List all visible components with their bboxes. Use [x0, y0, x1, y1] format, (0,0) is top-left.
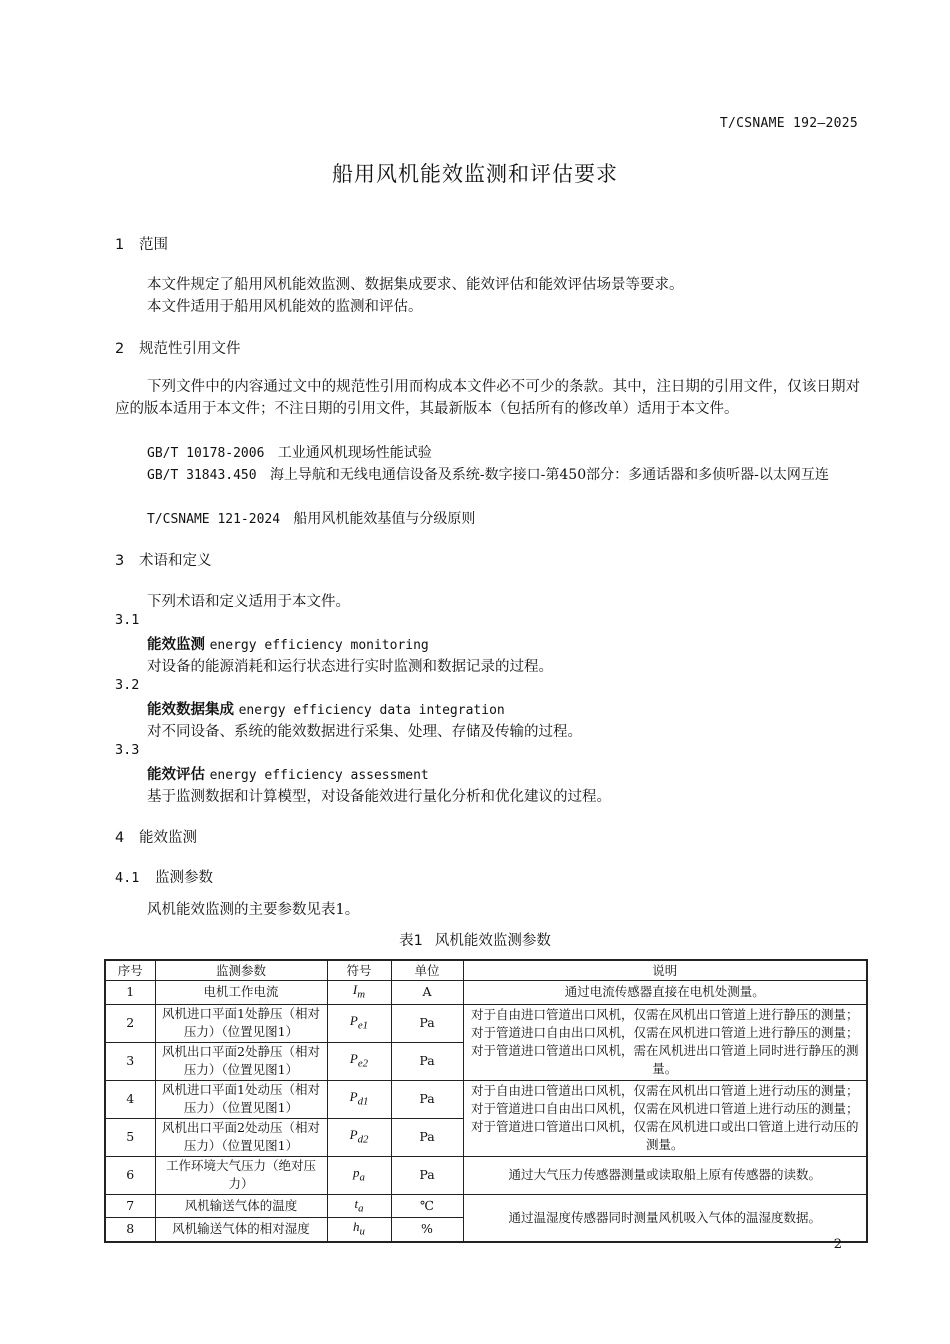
- row-number: 7: [105, 1194, 155, 1218]
- reference-code: GB/T 31843.450: [147, 468, 257, 483]
- term-number: 3.2: [115, 677, 140, 693]
- table-header-row: [105, 960, 867, 981]
- column-header: 符号: [327, 960, 391, 981]
- term-number: 3.3: [115, 742, 140, 758]
- section-title: 范围: [139, 237, 168, 253]
- term-english: energy efficiency monitoring: [209, 638, 429, 653]
- term-english: energy efficiency data integration: [238, 703, 505, 718]
- section-1-heading: [115, 233, 168, 254]
- section-number: 2: [115, 341, 125, 357]
- parameter-symbol: $p_a$: [327, 1156, 391, 1194]
- column-header: 监测参数: [155, 960, 327, 981]
- row-number: 6: [105, 1156, 155, 1194]
- parameter-unit: Pa: [391, 1042, 463, 1080]
- term-chinese: 能效监测: [147, 637, 205, 653]
- parameter-symbol: $I_m$: [327, 981, 391, 1005]
- section-number: 3: [115, 553, 125, 569]
- parameter-symbol: $t_a$: [327, 1194, 391, 1218]
- parameter-name: 风机进口平面1处静压（相对压力）（位置见图1）: [155, 1004, 327, 1042]
- parameter-name: 工作环境大气压力（绝对压力）: [155, 1156, 327, 1194]
- parameter-unit: Pa: [391, 1156, 463, 1194]
- term-definition: 基于监测数据和计算模型，对设备能效进行量化分析和优化建议的过程。: [147, 789, 611, 805]
- terms-intro: 下列术语和定义适用于本文件。: [147, 594, 350, 610]
- subsection-4-1-heading: [115, 866, 213, 887]
- parameter-unit: Pa: [391, 1004, 463, 1042]
- row-number: 2: [105, 1004, 155, 1042]
- normative-references-intro: 下列文件中的内容通过文中的规范性引用而构成本文件必不可少的条款。其中，注日期的引用文件，仅该日期对应的版本适用于本文件；不注日期的引用文件，其最新版本（包括所有的修改单）适用于本文件。: [115, 379, 860, 417]
- term-english: energy efficiency assessment: [209, 768, 429, 783]
- column-header: 说明: [463, 960, 867, 981]
- table-number: 表1: [399, 933, 423, 949]
- subsection-title: 监测参数: [155, 870, 213, 886]
- reference-item: [147, 464, 860, 487]
- section-number: 4: [115, 830, 125, 846]
- table-row: [105, 1080, 867, 1118]
- table-row: [105, 981, 867, 1005]
- row-number: 8: [105, 1218, 155, 1242]
- section-4-heading: [115, 826, 197, 847]
- section-2-heading: [115, 337, 241, 358]
- term-entry: [147, 633, 429, 654]
- section-number: 1: [115, 237, 125, 253]
- term-entry: [147, 763, 429, 784]
- parameter-name: 风机出口平面2处静压（相对压力）（位置见图1）: [155, 1042, 327, 1080]
- term-chinese: 能效评估: [147, 767, 205, 783]
- table-row: [105, 1004, 867, 1042]
- reference-title: 海上导航和无线电通信设备及系统-数字接口-第450部分：多通话器和多侦听器-以太网互连: [269, 467, 829, 483]
- parameter-name: 风机输送气体的相对湿度: [155, 1218, 327, 1242]
- parameter-unit: %: [391, 1218, 463, 1242]
- parameter-name: 风机出口平面2处动压（相对压力）（位置见图1）: [155, 1118, 327, 1156]
- monitoring-parameters-table: [104, 959, 868, 1243]
- parameter-unit: Pa: [391, 1118, 463, 1156]
- reference-code: GB/T 10178-2006: [147, 446, 265, 461]
- parameter-unit: ℃: [391, 1194, 463, 1218]
- section-title: 术语和定义: [139, 553, 212, 569]
- table-title: 风机能效监测参数: [434, 933, 551, 949]
- section-3-heading: [115, 549, 212, 570]
- row-number: 1: [105, 981, 155, 1005]
- standard-number: T/CSNAME 192—2025: [719, 116, 858, 131]
- monitoring-intro: 风机能效监测的主要参数见表1。: [147, 902, 360, 918]
- parameter-description: 通过大气压力传感器测量或读取船上原有传感器的读数。: [463, 1156, 867, 1194]
- column-header: 序号: [105, 960, 155, 981]
- scope-paragraph-1: 本文件规定了船用风机能效监测、数据集成要求、能效评估和能效评估场景等要求。: [147, 277, 684, 293]
- term-definition: 对不同设备、系统的能效数据进行采集、处理、存储及传输的过程。: [147, 724, 582, 740]
- parameter-name: 电机工作电流: [155, 981, 327, 1005]
- parameter-symbol: $P_{e1}$: [327, 1004, 391, 1042]
- parameter-description: 通过温湿度传感器同时测量风机吸入气体的温湿度数据。: [463, 1194, 867, 1242]
- row-number: 5: [105, 1118, 155, 1156]
- reference-code: T/CSNAME 121-2024: [147, 512, 281, 527]
- reference-title: 工业通风机现场性能试验: [277, 445, 432, 461]
- section-title: 规范性引用文件: [139, 341, 241, 357]
- parameter-name: 风机进口平面1处动压（相对压力）（位置见图1）: [155, 1080, 327, 1118]
- table-row: [105, 1156, 867, 1194]
- reference-title: 船用风机能效基值与分级原则: [293, 511, 476, 527]
- parameter-symbol: $P_{d2}$: [327, 1118, 391, 1156]
- term-chinese: 能效数据集成: [147, 702, 234, 718]
- table-caption: [0, 929, 950, 950]
- parameter-symbol: $h_u$: [327, 1218, 391, 1242]
- reference-item: [147, 508, 475, 528]
- parameter-description: 通过电流传感器直接在电机处测量。: [463, 981, 867, 1005]
- subsection-number: 4.1: [115, 870, 140, 886]
- parameter-symbol: $P_{e2}$: [327, 1042, 391, 1080]
- parameter-description: 对于自由进口管道出口风机，仅需在风机出口管道上进行静压的测量；对于管道进口自由出口风机，仅需在风机进口管道上进行静压的测量；对于管道进口管道出口风机，需在风机进出口管道上同时进行静压的测量。: [463, 1004, 867, 1080]
- parameter-symbol: $P_{d1}$: [327, 1080, 391, 1118]
- scope-paragraph-2: 本文件适用于船用风机能效的监测和评估。: [147, 299, 423, 315]
- reference-item: [147, 442, 432, 462]
- row-number: 3: [105, 1042, 155, 1080]
- document-title: 船用风机能效监测和评估要求: [332, 162, 618, 186]
- row-number: 4: [105, 1080, 155, 1118]
- section-title: 能效监测: [139, 830, 197, 846]
- parameter-description: 对于自由进口管道出口风机，仅需在风机出口管道上进行动压的测量；对于管道进口自由出口风机，仅需在风机进口管道上进行动压的测量；对于管道进口管道出口风机，仅需在风机进口或出口管道上进行动压的测量。: [463, 1080, 867, 1156]
- page-number: 2: [833, 1237, 842, 1252]
- column-header: 单位: [391, 960, 463, 981]
- term-number: 3.1: [115, 612, 140, 628]
- term-entry: [147, 698, 505, 719]
- table-row: [105, 1194, 867, 1218]
- parameter-unit: A: [391, 981, 463, 1005]
- term-definition: 对设备的能源消耗和运行状态进行实时监测和数据记录的过程。: [147, 659, 553, 675]
- parameter-name: 风机输送气体的温度: [155, 1194, 327, 1218]
- parameter-unit: Pa: [391, 1080, 463, 1118]
